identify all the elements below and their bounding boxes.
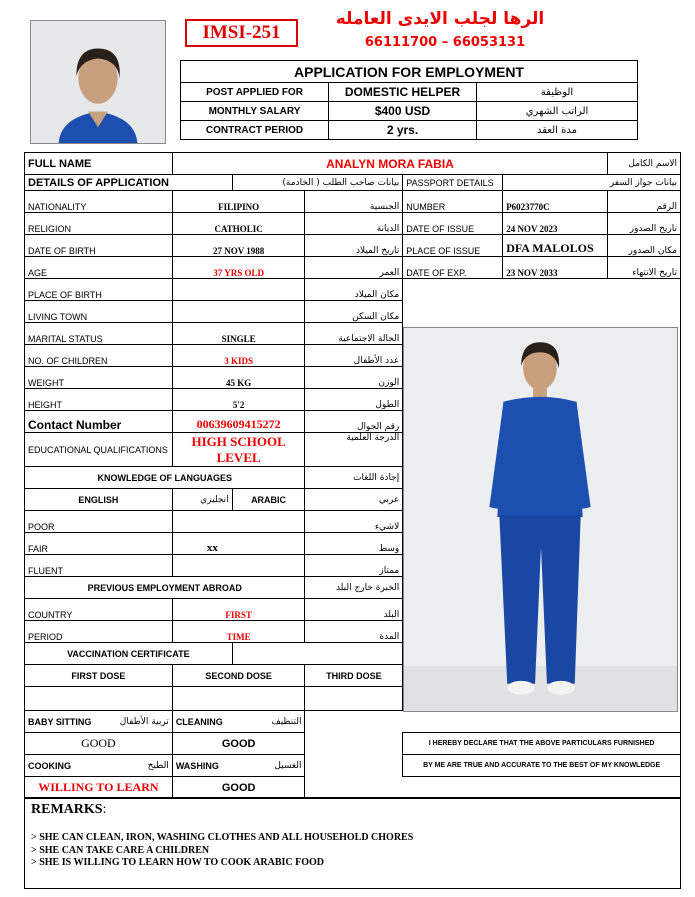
issue-date-label: DATE OF ISSUE	[403, 213, 503, 235]
issue-place-label: PLACE OF ISSUE	[403, 235, 503, 257]
contract-label-ar: مدة العقد	[477, 121, 638, 140]
pob-label-ar: مكان الميلاد	[305, 279, 403, 301]
dob-label-ar: تاريخ الميلاد	[305, 235, 403, 257]
marital-label: MARITAL STATUS	[25, 323, 173, 345]
vaccination-title: VACCINATION CERTIFICATE	[25, 643, 233, 665]
washing-value: GOOD	[172, 777, 305, 799]
expiry-label: DATE OF EXP.	[403, 257, 503, 279]
religion-label-ar: الديانة	[305, 213, 403, 235]
period-label: PERIOD	[25, 621, 173, 643]
washing-label: WASHING الغسيل	[172, 755, 305, 777]
children-label: NO. OF CHILDREN	[25, 345, 173, 367]
passport-number-label: NUMBER	[403, 191, 503, 213]
contact-label-ar: رقم الجوال	[305, 411, 403, 433]
post-label: POST APPLIED FOR	[181, 83, 329, 102]
arabic-label-ar: عربي	[305, 489, 403, 511]
baby-sitting-label: BABY SITTING تربية الأطفال	[25, 711, 173, 733]
nationality-label-ar: الجنسية	[305, 191, 403, 213]
education-label: EDUCATIONAL QUALIFICATIONS	[25, 433, 173, 467]
remark-item: > SHE IS WILLING TO LEARN HOW TO COOK ARABIC FOOD	[31, 857, 324, 868]
application-table	[180, 60, 638, 140]
salary-value: $400 USD	[329, 102, 477, 121]
marital-value: SINGLE	[172, 323, 305, 345]
country-label-ar: البلد	[305, 599, 403, 621]
marital-label-ar: الحالة الاجتماعية	[305, 323, 403, 345]
experience-title: PREVIOUS EMPLOYMENT ABROAD	[25, 577, 305, 599]
passport-number-label-ar: الرقم	[608, 191, 681, 213]
education-value: HIGH SCHOOL LEVEL	[172, 433, 305, 467]
poor-label: POOR	[25, 511, 173, 533]
agency-name: الرها لجلب الايدى العامله	[335, 9, 545, 29]
arabic-label: ARABIC	[232, 489, 305, 511]
agency-phones: 66111700 – 66053131	[364, 35, 526, 50]
declaration-line-2: BY ME ARE TRUE AND ACCURATE TO THE BEST OF MY KNOWLEDGE	[403, 755, 681, 777]
first-dose-label: FIRST DOSE	[25, 665, 173, 687]
baby-sitting-value: GOOD	[25, 733, 173, 755]
dob-value: 27 NOV 1988	[172, 235, 305, 257]
cooking-value: WILLING TO LEARN	[25, 777, 173, 799]
salary-label: MONTHLY SALARY	[181, 102, 329, 121]
height-label-ar: الطول	[305, 389, 403, 411]
post-value: DOMESTIC HELPER	[329, 83, 477, 102]
fair-label-ar: وسط	[305, 533, 403, 555]
contract-label: CONTRACT PERIOD	[181, 121, 329, 140]
religion-label: RELIGION	[25, 213, 173, 235]
post-label-ar: الوظيفة	[477, 83, 638, 102]
period-value: TIME	[172, 621, 305, 643]
poor-label-ar: لاشيء	[305, 511, 403, 533]
pob-label: PLACE OF BIRTH	[25, 279, 173, 301]
remarks-title: REMARKS	[31, 802, 103, 817]
remarks-box: REMARKS: > SHE CAN CLEAN, IRON, WASHING CLOTHES AND ALL HOUSEHOLD CHORES > SHE CAN TAKE CARE A CHILDREN > SHE IS WILLING TO LEARN HOW TO COOK ARABIC FOOD	[24, 797, 681, 889]
weight-value: 45 KG	[172, 367, 305, 389]
issue-place-value: DFA MALOLOS	[503, 235, 608, 257]
application-title: APPLICATION FOR EMPLOYMENT	[181, 61, 638, 83]
declaration-line-1: I HEREBY DECLARE THAT THE ABOVE PARTICULARS FURNISHED	[403, 733, 681, 755]
nationality-value: FILIPINO	[172, 191, 305, 213]
height-value: 5'2	[172, 389, 305, 411]
expiry-label-ar: تاريخ الانتهاء	[608, 257, 681, 279]
cleaning-label: CLEANING التنظيف	[172, 711, 305, 733]
period-label-ar: المدة	[305, 621, 403, 643]
cleaning-label-ar: التنظيف	[271, 716, 302, 727]
full-name-label: FULL NAME	[25, 153, 173, 175]
languages-title-ar: إجادة اللغات	[305, 467, 403, 489]
fair-label: FAIR	[25, 533, 173, 555]
passport-number-value: P6023770C	[503, 191, 608, 213]
remark-item: > SHE CAN TAKE CARE A CHILDREN	[31, 844, 210, 856]
contact-label: Contact Number	[25, 411, 173, 433]
english-label: ENGLISH	[25, 489, 173, 511]
children-label-ar: عدد الأطفال	[305, 345, 403, 367]
cleaning-value: GOOD	[172, 733, 305, 755]
english-label-ar: انجليزي	[172, 489, 232, 511]
education-label-ar: الدرجة العلمية	[305, 433, 403, 467]
salary-label-ar: الراتب الشهري	[477, 102, 638, 121]
country-label: COUNTRY	[25, 599, 173, 621]
passport-label: PASSPORT DETAILS	[403, 175, 503, 191]
fluent-label: FLUENT	[25, 555, 173, 577]
dob-label: DATE OF BIRTH	[25, 235, 173, 257]
second-dose-label: SECOND DOSE	[172, 665, 305, 687]
full-name-label-ar: الاسم الكامل	[608, 153, 681, 175]
passport-label-ar: بيانات جواز السفر	[503, 175, 681, 191]
details-label-ar: بيانات صاحب الطلب ( الخادمة)	[232, 175, 403, 191]
issue-date-value: 24 NOV 2023	[503, 213, 608, 235]
fair-english-mark: xx	[172, 533, 305, 555]
washing-label-ar: الغسيل	[274, 760, 302, 771]
age-label: AGE	[25, 257, 173, 279]
portrait-photo	[30, 20, 166, 144]
issue-date-label-ar: تاريخ الصدور	[608, 213, 681, 235]
age-value: 37 YRS OLD	[172, 257, 305, 279]
height-label: HEIGHT	[25, 389, 173, 411]
weight-label-ar: الوزن	[305, 367, 403, 389]
town-label: LIVING TOWN	[25, 301, 173, 323]
contract-value: 2 yrs.	[329, 121, 477, 140]
full-name-value: ANALYN MORA FABIA	[172, 153, 607, 175]
baby-sitting-label-ar: تربية الأطفال	[119, 716, 169, 727]
weight-label: WEIGHT	[25, 367, 173, 389]
full-body-photo	[403, 327, 678, 712]
children-value: 3 KIDS	[172, 345, 305, 367]
cooking-label: COOKING الطبخ	[25, 755, 173, 777]
cooking-label-ar: الطبخ	[147, 760, 169, 771]
reference-code: IMSI-251	[185, 19, 298, 47]
nationality-label: NATIONALITY	[25, 191, 173, 213]
issue-place-label-ar: مكان الصدور	[608, 235, 681, 257]
fluent-label-ar: ممتاز	[305, 555, 403, 577]
remark-item: > SHE CAN CLEAN, IRON, WASHING CLOTHES AND ALL HOUSEHOLD CHORES	[31, 832, 414, 843]
expiry-value: 23 NOV 2033	[503, 257, 608, 279]
experience-title-ar: الخبرة خارج البلد	[305, 577, 403, 599]
contact-value: 00639609415272	[172, 411, 305, 433]
third-dose-label: THIRD DOSE	[305, 665, 403, 687]
town-label-ar: مكان السكن	[305, 301, 403, 323]
religion-value: CATHOLIC	[172, 213, 305, 235]
country-value: FIRST	[172, 599, 305, 621]
languages-title: KNOWLEDGE OF LANGUAGES	[25, 467, 305, 489]
details-label: DETAILS OF APPLICATION	[25, 175, 233, 191]
age-label-ar: العمر	[305, 257, 403, 279]
